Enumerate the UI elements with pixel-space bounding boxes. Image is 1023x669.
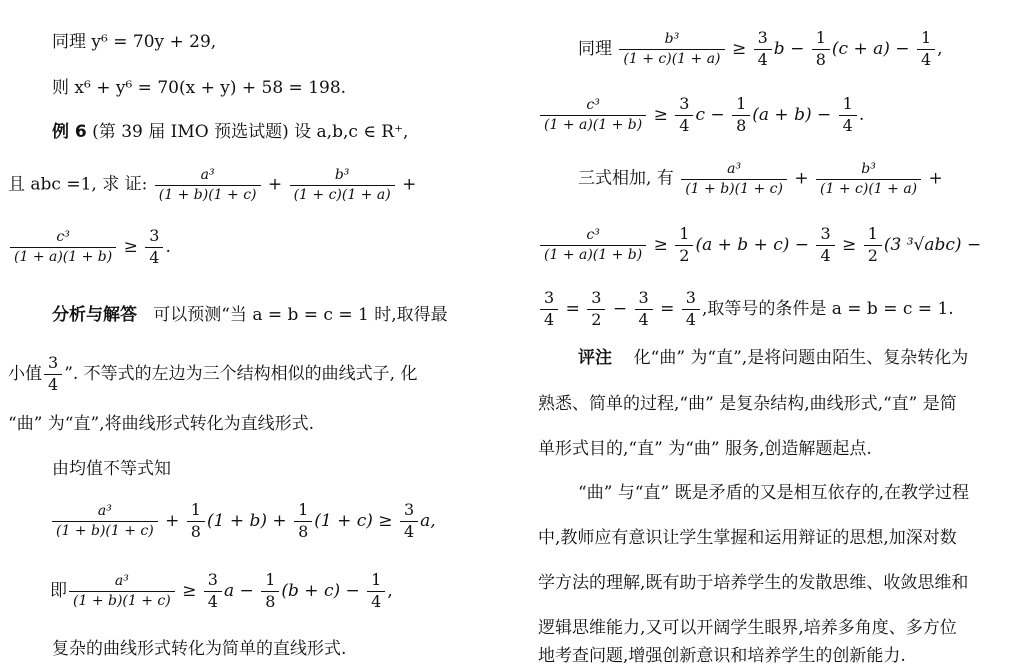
num-3: 3 <box>757 28 768 47</box>
period: . <box>858 104 865 125</box>
am-gm-intro: 由均值不等式知 <box>52 459 171 479</box>
den-8: 8 <box>732 115 750 135</box>
den-4: 4 <box>682 309 700 329</box>
example-label: 例 6 <box>52 122 87 142</box>
para-text-4: 逻辑思维能力,又可以开阔学生眼界,培养多角度、多方位 <box>538 618 957 638</box>
num-1: 1 <box>371 570 382 589</box>
den-4: 4 <box>367 591 385 611</box>
fraction-b <box>619 32 724 66</box>
note-text-1: 化“曲” 为“直”,是将问题由陌生、复杂转化为 <box>633 348 969 368</box>
fraction-3-2 <box>587 290 605 329</box>
para-text-5: 地考查问题,增强创新意识和培养学生的创新能力. <box>538 646 906 666</box>
fraction-c-num: c³ <box>586 227 600 244</box>
tongli-prefix: 同理 <box>578 38 612 59</box>
fraction-a-den: (1 + b)(1 + c) <box>155 185 261 203</box>
num-3: 3 <box>207 570 218 589</box>
num-3: 3 <box>544 288 555 307</box>
num-3: 3 <box>685 288 696 307</box>
fraction-a-num: a³ <box>114 573 129 590</box>
min-value-prefix: 小值 <box>8 363 42 384</box>
equals-sign: = <box>565 298 580 319</box>
comma: , <box>387 580 393 601</box>
similar-b-line <box>578 30 943 69</box>
prove-line <box>8 168 416 202</box>
den-4: 4 <box>816 245 834 265</box>
plus-sign: + <box>267 174 283 195</box>
fraction-3-4 <box>675 96 693 135</box>
term-1b: (1 + b) + <box>206 510 287 531</box>
fraction-1-8 <box>732 96 750 135</box>
num-3: 3 <box>679 94 690 113</box>
den-8: 8 <box>294 521 312 541</box>
fraction-1-4 <box>367 572 385 611</box>
fraction-3-4 <box>540 290 558 329</box>
minus-sign: − <box>612 298 628 319</box>
am-gm-inequality <box>50 502 436 541</box>
sum-prefix: 三式相加, 有 <box>578 168 674 189</box>
fraction-3-4 <box>400 502 418 541</box>
derived-inequality <box>50 572 393 611</box>
fraction-c <box>540 98 646 132</box>
num-1: 1 <box>190 500 201 519</box>
den-4: 4 <box>839 115 857 135</box>
term-ab: (a + b) − <box>752 104 832 125</box>
den-4: 4 <box>635 309 653 329</box>
fraction-b-den: (1 + c)(1 + a) <box>619 49 724 67</box>
den-4: 4 <box>675 115 693 135</box>
fraction-b <box>290 168 395 202</box>
min-value-line <box>8 355 418 394</box>
term-a: a, <box>420 510 436 531</box>
fraction-b <box>816 162 921 196</box>
fraction-1-8 <box>261 572 279 611</box>
analysis-label: 分析与解答 <box>52 305 137 325</box>
fraction-1-2 <box>864 226 882 265</box>
den-4: 4 <box>145 247 163 267</box>
term-a-minus: a − <box>223 580 254 601</box>
den-4: 4 <box>540 309 558 329</box>
term-b-minus: b − <box>773 38 805 59</box>
fraction-a-num: a³ <box>97 503 112 520</box>
num-3: 3 <box>591 288 602 307</box>
num-1: 1 <box>298 500 309 519</box>
fraction-b-num: b³ <box>861 161 876 177</box>
line-y6: 同理 y⁶ = 70y + 29, <box>52 32 217 52</box>
conclusion-line: 复杂的曲线形式转化为简单的直线形式. <box>52 639 347 659</box>
den-2: 2 <box>864 245 882 265</box>
note-text-3: 单形式目的,“直” 为“曲” 服务,创造解题起点. <box>538 439 872 459</box>
fraction-1-4 <box>917 30 935 69</box>
den-4: 4 <box>204 591 222 611</box>
example-6-line <box>52 124 408 141</box>
den-2: 2 <box>675 245 693 265</box>
geq-sign: ≥ <box>842 234 857 255</box>
para-text-3: 学方法的理解,既有助于培养学生的发散思维、收敛思维和 <box>538 573 969 593</box>
fraction-1-8 <box>294 502 312 541</box>
fraction-b-den: (1 + c)(1 + a) <box>816 179 921 197</box>
den-4: 4 <box>917 49 935 69</box>
fraction-3-4 <box>635 290 653 329</box>
plus-sign: + <box>928 168 943 189</box>
fraction-3-4 <box>145 228 163 267</box>
fraction-a <box>155 168 261 202</box>
term-abc-sum: (a + b + c) − <box>695 234 810 255</box>
fraction-3-4 <box>44 355 62 394</box>
den-8: 8 <box>812 49 830 69</box>
num-1: 1 <box>265 570 276 589</box>
plus-sign: + <box>165 510 180 531</box>
min-value-suffix: ”. 不等式的左边为三个结构相似的曲线式子, 化 <box>64 363 418 384</box>
term-c-minus: c − <box>695 104 725 125</box>
term-cube-root: (3 ³√abc) − <box>883 234 982 255</box>
ji-prefix: 即 <box>50 580 67 601</box>
fraction-b-num: b³ <box>664 31 680 48</box>
prove-line-2: $\frac{\text{c³}}{(1 + a)(1 + b)}$ ≥ $\frac{3}{4}$ . <box>8 228 171 267</box>
num-3: 3 <box>403 500 415 519</box>
fraction-a <box>681 162 787 196</box>
fraction-1-8 <box>187 502 205 541</box>
num-1: 1 <box>867 224 878 243</box>
fraction-3-4 <box>754 30 772 69</box>
num-1: 1 <box>736 94 747 113</box>
geq-sign: ≥ <box>182 580 197 601</box>
geq-sign: ≥ <box>123 236 138 257</box>
den-8: 8 <box>187 521 205 541</box>
num-3: 3 <box>820 224 831 243</box>
fraction-1-8 <box>812 30 830 69</box>
fraction-c <box>10 230 116 264</box>
note-label: 评注 <box>578 348 612 368</box>
fraction-a-den: (1 + b)(1 + c) <box>52 521 158 539</box>
fraction-a-den: (1 + b)(1 + c) <box>69 591 175 609</box>
den-4: 4 <box>400 521 418 541</box>
geq-sign: ≥ <box>653 104 668 125</box>
analysis-line <box>52 307 448 324</box>
fraction-c-den: (1 + a)(1 + b) <box>540 245 646 263</box>
fraction-1-4 <box>839 96 857 135</box>
para-text-2: 中,教师应有意识让学生掌握和运用辩证的思想,加深对数 <box>538 528 957 548</box>
fraction-a-num: a³ <box>200 167 215 183</box>
num-3: 3 <box>638 288 649 307</box>
sum-three-line <box>578 162 943 196</box>
term-1c: (1 + c) ≥ <box>314 510 393 531</box>
geq-sign: ≥ <box>653 234 668 255</box>
fraction-c-den: (1 + a)(1 + b) <box>540 115 646 133</box>
fraction-b-num: b³ <box>334 167 350 183</box>
num-3: 3 <box>48 353 59 372</box>
equality-condition: ,取等号的条件是 a = b = c = 1. <box>701 298 954 319</box>
term-bc: (b + c) − <box>281 580 360 601</box>
note-text-2: 熟悉、简单的过程,“曲” 是复杂结构,曲线形式,“直” 是简 <box>538 394 957 414</box>
plus-sign: + <box>402 174 417 195</box>
den-4: 4 <box>44 374 62 394</box>
equals-sign: = <box>660 298 675 319</box>
sum-result-line <box>538 226 981 265</box>
line-sum-x6-y6: 则 x⁶ + y⁶ = 70(x + y) + 58 = 198. <box>52 78 347 98</box>
plus-sign: + <box>794 168 809 189</box>
num-1: 1 <box>842 94 853 113</box>
den-2: 2 <box>587 309 605 329</box>
num-3: 3 <box>149 226 160 245</box>
para-text-1: “曲” 与“直” 既是矛盾的又是相互依存的,在教学过程 <box>578 483 969 503</box>
note-line <box>578 350 968 367</box>
geq-sign: ≥ <box>731 38 747 59</box>
fraction-c-den: (1 + a)(1 + b) <box>10 247 116 265</box>
fraction-a <box>69 574 175 608</box>
num-1: 1 <box>679 224 690 243</box>
similar-c-line <box>538 96 864 135</box>
fraction-a-num: a³ <box>727 161 742 177</box>
fraction-1-2 <box>675 226 693 265</box>
den-8: 8 <box>261 591 279 611</box>
final-line <box>538 290 954 329</box>
fraction-3-4 <box>816 226 834 265</box>
example-text: (第 39 届 IMO 预选试题) 设 a,b,c ∈ R⁺, <box>92 122 409 142</box>
den-4: 4 <box>754 49 772 69</box>
fraction-c-num: c³ <box>586 97 600 114</box>
term-ca: (c + a) − <box>831 38 910 59</box>
fraction-c <box>540 228 646 262</box>
prove-prefix: 且 abc =1, 求 证: <box>8 174 148 195</box>
num-1: 1 <box>920 28 932 47</box>
comma: , <box>937 38 943 59</box>
analysis-text: 可以预测“当 a = b = c = 1 时,取得最 <box>153 305 448 325</box>
fraction-a-den: (1 + b)(1 + c) <box>681 179 787 197</box>
fraction-c-num: c³ <box>56 229 70 246</box>
fraction-a <box>52 504 158 538</box>
fraction-3-4 <box>204 572 222 611</box>
fraction-3-4 <box>682 290 700 329</box>
curve-straight-line: “曲” 为“直”,将曲线形式转化为直线形式. <box>8 414 314 434</box>
fraction-b-den: (1 + c)(1 + a) <box>290 185 395 203</box>
num-1: 1 <box>815 28 826 47</box>
